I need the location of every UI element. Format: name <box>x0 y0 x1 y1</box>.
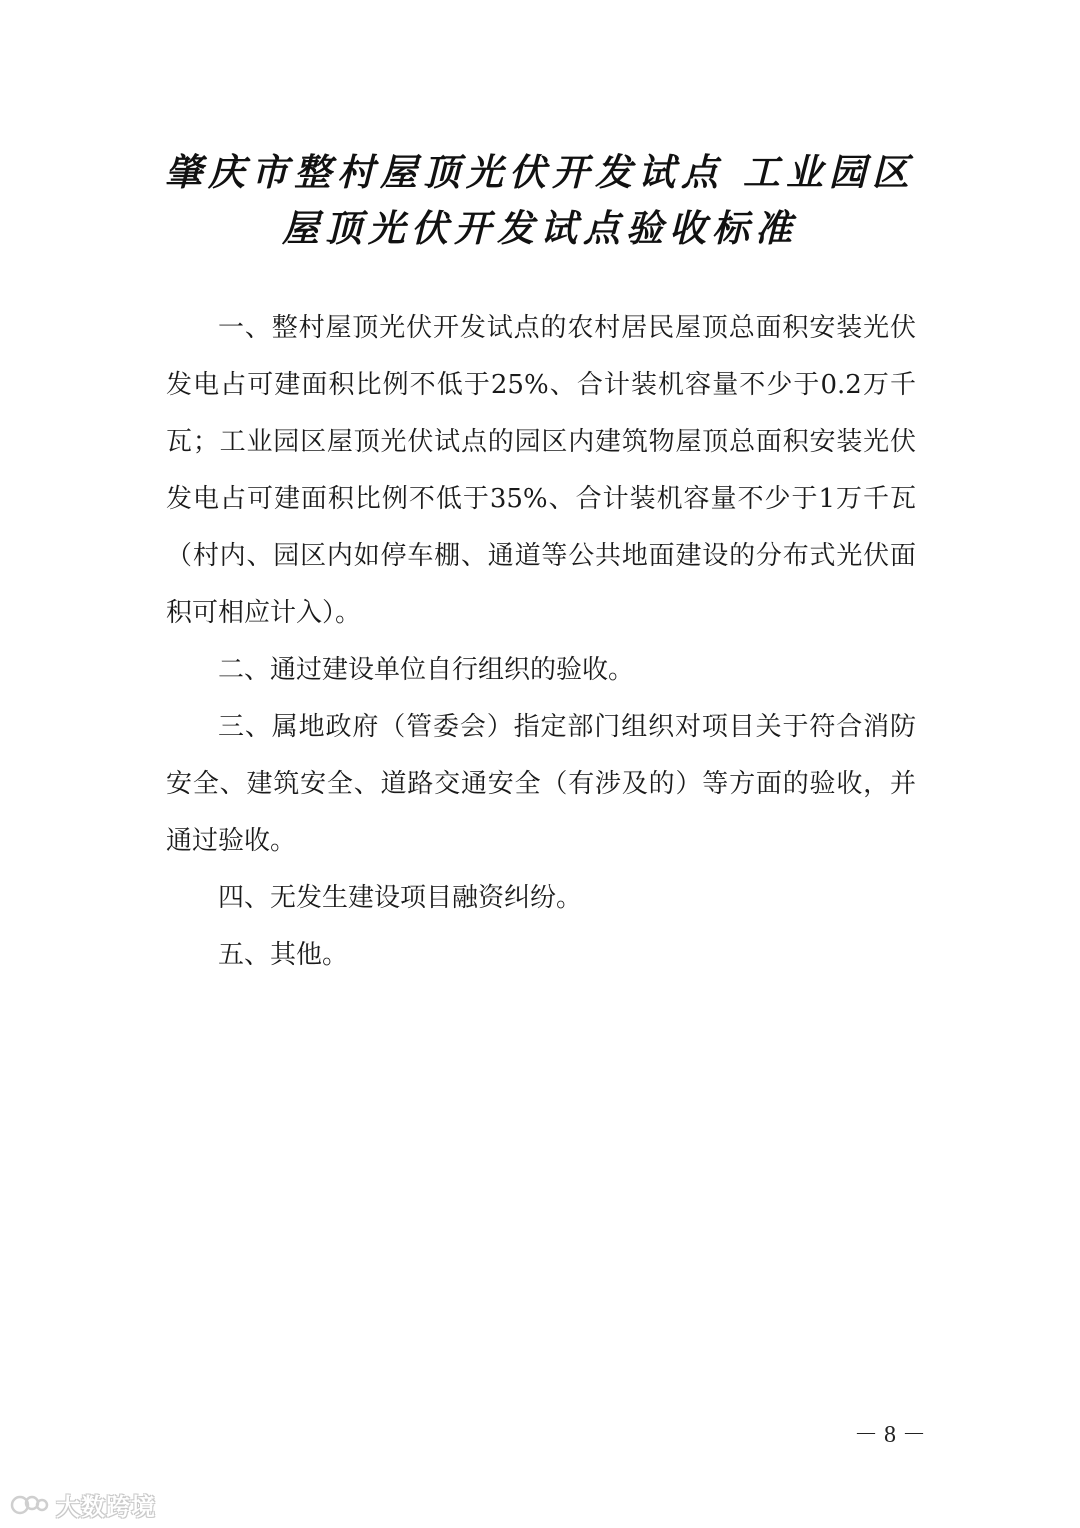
document-title-line-2: 屋顶光伏开发试点验收标准 <box>282 206 798 250</box>
watermark-text: 大数跨境 <box>56 1493 156 1521</box>
paragraph-5: 五、其他。 <box>218 940 349 970</box>
paragraph-2: 二、通过建设单位自行组织的验收。 <box>218 655 635 685</box>
document-body <box>166 300 916 984</box>
paragraph-1: 一、整村屋顶光伏开发试点的农村居民屋顶总面积安装光伏发电占可建面积比例不低于25%、合计装机容量不少于0.2万千瓦；工业园区屋顶光伏试点的园区内建筑物屋顶总面积安装光伏发电占可建面积比例不低于35%、合计装机容量不少于1万千瓦（村内、园区内如停车棚、通道等公共地面建设的分布式光伏面积可相应计入）。 <box>166 313 916 628</box>
watermark <box>10 1487 156 1522</box>
document-title-line-1: 肇庆市整村屋顶光伏开发试点 工业园区 <box>165 150 915 194</box>
paragraph-3: 三、属地政府（管委会）指定部门组织对项目关于符合消防安全、建筑安全、道路交通安全（有涉及的）等方面的验收，并通过验收。 <box>166 712 916 856</box>
brand-logo-icon <box>10 1492 50 1518</box>
paragraph-4: 四、无发生建设项目融资纠纷。 <box>218 883 583 913</box>
page-number: － 8 － <box>854 1422 926 1448</box>
